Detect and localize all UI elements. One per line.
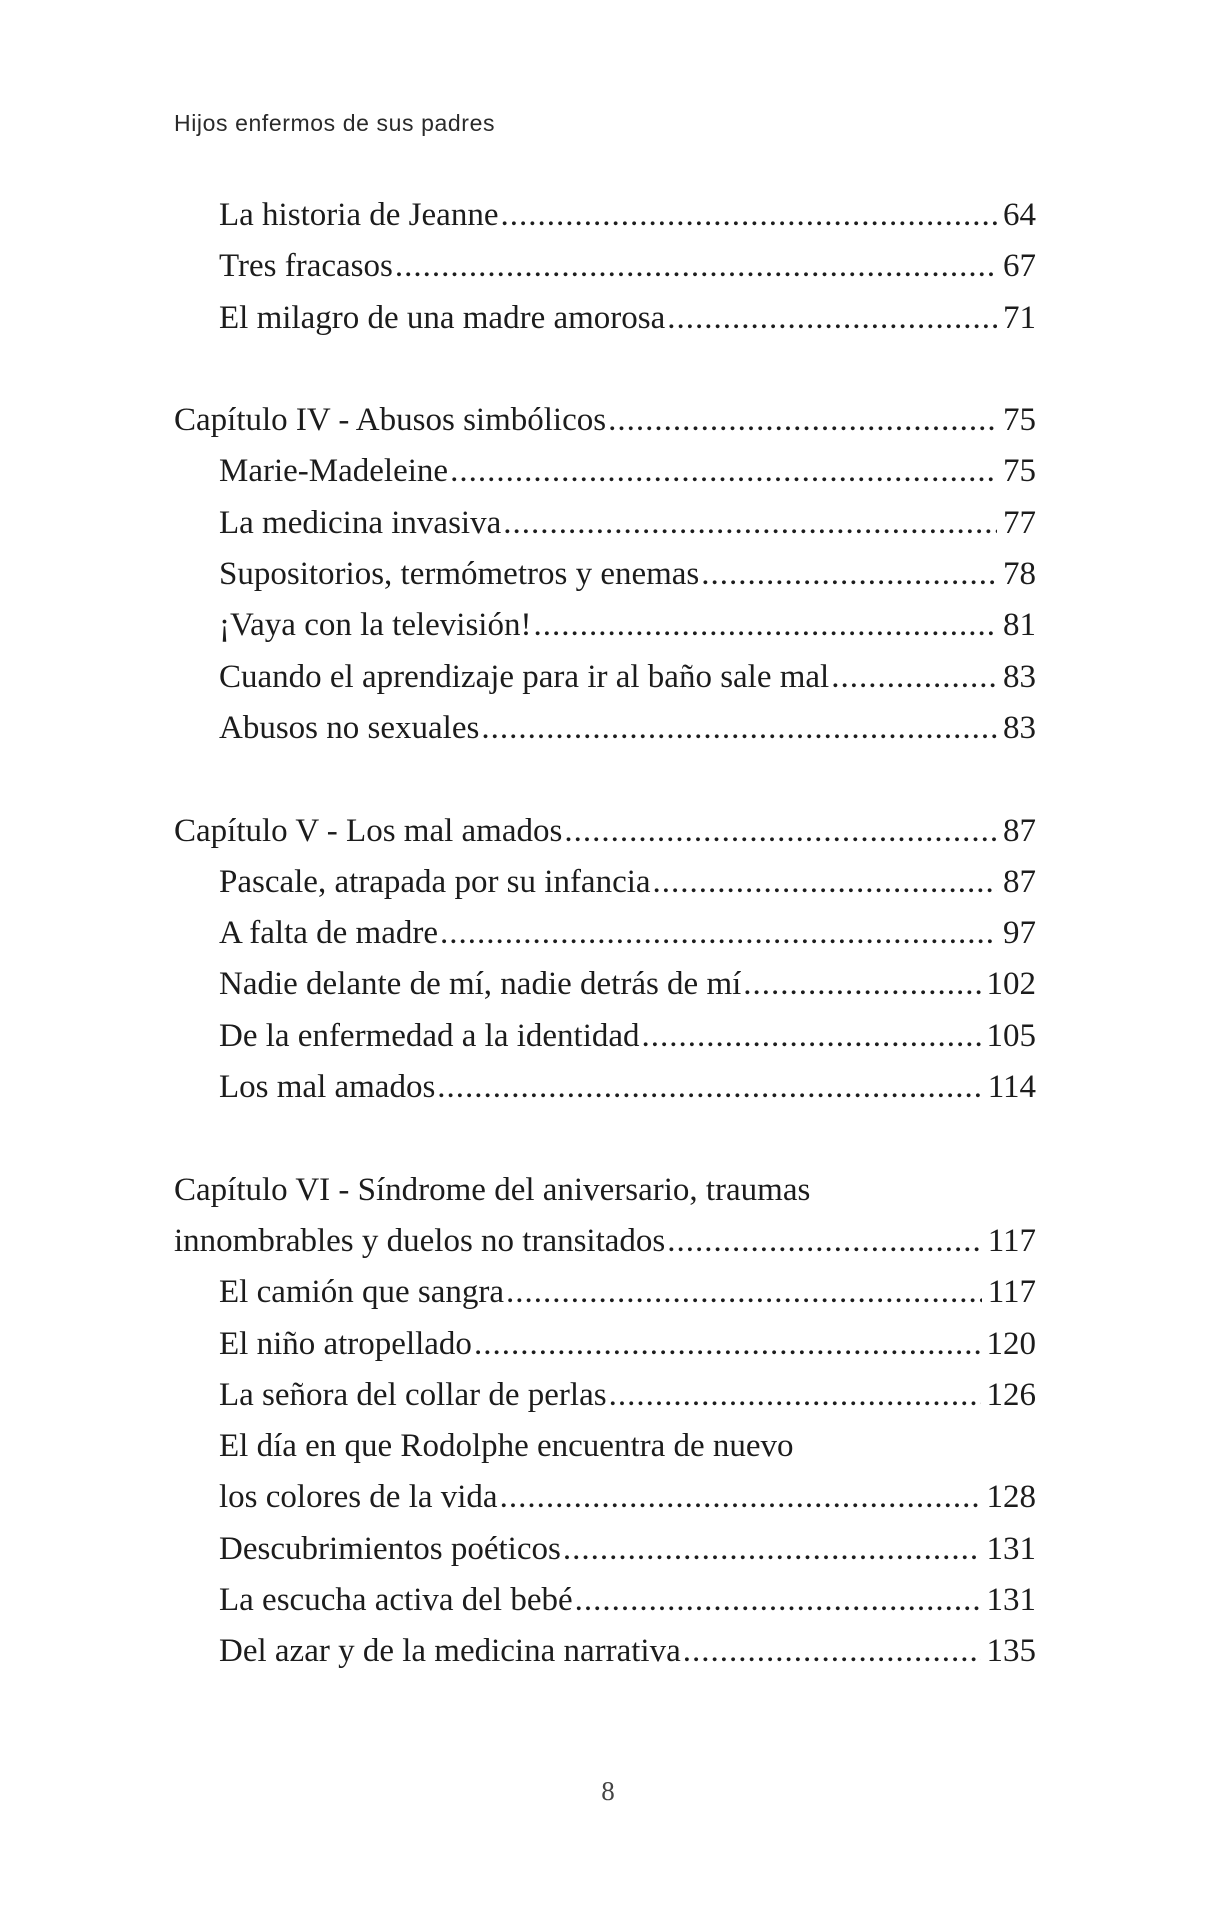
dot-leader xyxy=(500,1472,981,1523)
toc-entry-title: El camión que sangra xyxy=(219,1274,504,1311)
toc-entry[interactable] xyxy=(174,1062,1036,1113)
toc-entry-title: El día en que Rodolphe encuentra de nuevo xyxy=(219,1428,794,1465)
toc-entry-title: La medicina invasiva xyxy=(219,504,502,541)
toc-entry[interactable] xyxy=(174,959,1036,1010)
toc-entry-title: Supositorios, termómetros y enemas xyxy=(219,556,700,593)
toc-chapter-page: 117 xyxy=(987,1222,1036,1259)
toc-entry-page: 64 xyxy=(1003,197,1036,233)
toc-entry[interactable] xyxy=(174,600,1036,651)
toc-entry-title: La historia de Jeanne xyxy=(219,197,499,233)
dot-leader xyxy=(653,857,997,908)
dot-leader xyxy=(474,1319,981,1370)
toc-entry[interactable] xyxy=(174,1524,1036,1575)
toc-chapter-title: Capítulo V - Los mal amados xyxy=(174,812,563,849)
table-of-contents xyxy=(174,190,1036,1678)
toc-chapter[interactable] xyxy=(174,1216,1036,1267)
toc-entry-page: 114 xyxy=(987,1069,1036,1106)
toc-entry[interactable] xyxy=(174,1575,1036,1626)
dot-leader xyxy=(437,1062,981,1113)
toc-entry-title: Del azar y de la medicina narrativa xyxy=(219,1633,681,1670)
dot-leader xyxy=(683,1626,981,1677)
toc-entry-page: 77 xyxy=(1003,504,1036,541)
section-gap xyxy=(174,754,1036,805)
toc-entry-title-line1[interactable] xyxy=(174,1421,1036,1472)
dot-leader xyxy=(564,806,997,857)
page-number: 8 xyxy=(601,1776,615,1806)
toc-chapter-page: 87 xyxy=(1003,812,1036,849)
toc-entry-page: 97 xyxy=(1003,915,1036,952)
dot-leader xyxy=(701,549,997,600)
toc-entry[interactable] xyxy=(174,1011,1036,1062)
toc-entry-title: De la enfermedad a la identidad xyxy=(219,1017,640,1054)
toc-entry[interactable] xyxy=(174,190,1036,241)
dot-leader xyxy=(395,241,997,292)
toc-entry-title: Abusos no sexuales xyxy=(219,709,480,746)
toc-entry[interactable] xyxy=(174,1370,1036,1421)
toc-entry[interactable] xyxy=(174,703,1036,754)
toc-entry-page: 87 xyxy=(1003,863,1036,900)
toc-entry-page: 135 xyxy=(986,1633,1036,1670)
toc-entry-page: 102 xyxy=(986,966,1036,1003)
toc-entry-page: 67 xyxy=(1003,248,1036,285)
toc-entry-page: 128 xyxy=(986,1479,1036,1516)
toc-chapter-page: 75 xyxy=(1003,402,1036,439)
toc-entry[interactable] xyxy=(174,1267,1036,1318)
dot-leader xyxy=(503,498,997,549)
section-gap xyxy=(174,344,1036,395)
toc-entry-page: 117 xyxy=(987,1274,1036,1311)
toc-entry-page: 105 xyxy=(986,1017,1036,1054)
toc-entry-page: 131 xyxy=(986,1582,1036,1619)
toc-entry-page: 75 xyxy=(1003,453,1036,490)
toc-entry-title: ¡Vaya con la televisión! xyxy=(219,607,532,644)
toc-entry-page: 71 xyxy=(1003,299,1036,336)
toc-chapter-title: Capítulo IV - Abusos simbólicos xyxy=(174,402,607,439)
toc-entry[interactable] xyxy=(174,1472,1036,1523)
dot-leader xyxy=(609,1370,981,1421)
toc-entry-page: 83 xyxy=(1003,658,1036,695)
dot-leader xyxy=(500,190,997,241)
toc-chapter-title-line1[interactable] xyxy=(174,1165,1036,1216)
section-gap xyxy=(174,1113,1036,1164)
dot-leader xyxy=(563,1524,981,1575)
toc-entry[interactable] xyxy=(174,1626,1036,1677)
toc-entry[interactable] xyxy=(174,446,1036,497)
toc-entry-title: A falta de madre xyxy=(219,915,438,952)
dot-leader xyxy=(667,293,997,344)
toc-entry-page: 131 xyxy=(986,1530,1036,1567)
toc-entry-title: Pascale, atrapada por su infancia xyxy=(219,863,651,900)
dot-leader xyxy=(440,908,997,959)
toc-entry-title: Descubrimientos poéticos xyxy=(219,1530,561,1567)
dot-leader xyxy=(608,395,997,446)
dot-leader xyxy=(642,1011,981,1062)
dot-leader xyxy=(831,652,997,703)
toc-entry-title: El niño atropellado xyxy=(219,1325,472,1362)
toc-entry-title: La señora del collar de perlas xyxy=(219,1376,607,1413)
running-head: Hijos enfermos de sus padres xyxy=(174,110,496,136)
dot-leader xyxy=(506,1267,982,1318)
toc-entry-title: Marie-Madeleine xyxy=(219,453,449,490)
toc-entry-page: 81 xyxy=(1003,607,1036,644)
toc-entry-title: La escucha activa del bebé xyxy=(219,1582,573,1619)
toc-entry-page: 126 xyxy=(986,1376,1036,1413)
dot-leader xyxy=(575,1575,981,1626)
toc-entry-page: 120 xyxy=(986,1325,1036,1362)
toc-entry[interactable] xyxy=(174,293,1036,344)
toc-entry[interactable] xyxy=(174,652,1036,703)
toc-entry-title: Nadie delante de mí, nadie detrás de mí xyxy=(219,966,742,1003)
dot-leader xyxy=(743,959,980,1010)
toc-entry[interactable] xyxy=(174,1319,1036,1370)
toc-entry-title: Tres fracasos xyxy=(219,248,393,285)
toc-entry-title: Los mal amados xyxy=(219,1069,436,1106)
toc-entry-title-line2: los colores de la vida xyxy=(219,1479,498,1516)
dot-leader xyxy=(481,703,997,754)
toc-entry[interactable] xyxy=(174,241,1036,292)
dot-leader xyxy=(450,446,997,497)
toc-entry-title: Cuando el aprendizaje para ir al baño sale mal xyxy=(219,658,830,695)
toc-entry[interactable] xyxy=(174,857,1036,908)
dot-leader xyxy=(533,600,997,651)
toc-entry[interactable] xyxy=(174,549,1036,600)
toc-chapter[interactable] xyxy=(174,806,1036,857)
toc-entry-page: 78 xyxy=(1003,556,1036,593)
toc-chapter[interactable] xyxy=(174,395,1036,446)
toc-chapter-title-line2: innombrables y duelos no transitados xyxy=(174,1222,666,1259)
toc-entry-page: 83 xyxy=(1003,709,1036,746)
toc-entry-title: El milagro de una madre amorosa xyxy=(219,299,666,336)
toc-entry[interactable] xyxy=(174,908,1036,959)
toc-chapter-title: Capítulo VI - Síndrome del aniversario, traumas xyxy=(174,1171,811,1208)
dot-leader xyxy=(667,1216,981,1267)
toc-entry[interactable] xyxy=(174,498,1036,549)
